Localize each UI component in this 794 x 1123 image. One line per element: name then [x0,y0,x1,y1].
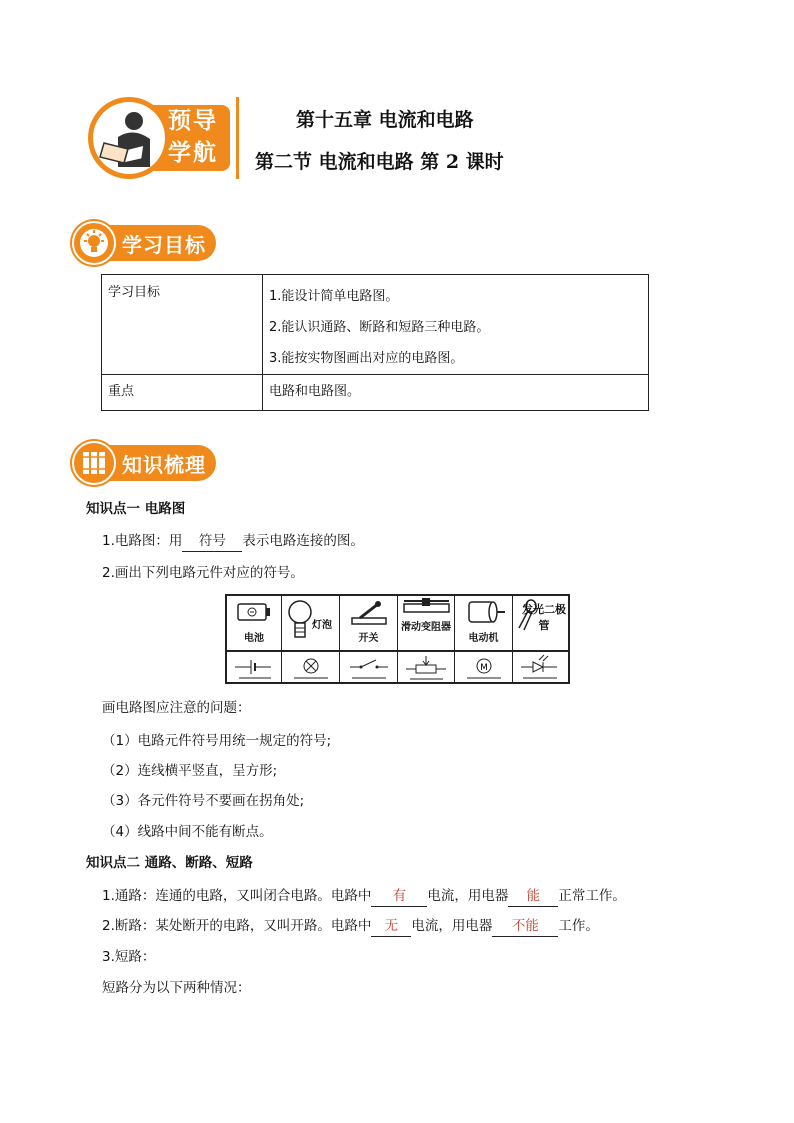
rheostat-symbol [398,652,455,682]
kp1-line1-suffix: 表示电路连接的图。 [242,533,364,549]
open-line-text: 正常工作。 [558,888,626,904]
break-line-text: 工作。 [558,918,599,934]
led-label: 发光二极管 [522,603,566,632]
note-item: （3）各元件符号不要画在拐角处; [102,793,305,809]
motor-icon [455,596,513,626]
goals-pill [72,221,218,265]
bulb-label: 灯泡 [312,620,332,631]
led-symbol [513,652,568,682]
short-circuit-sub: 短路分为以下两种情况： [102,980,251,996]
kp1-line2: 2.画出下列电路元件对应的符号。 [102,565,304,581]
kp2-title: 知识点二 通路、断路、短路 [86,855,253,871]
switch-label: 开关 [358,633,379,644]
knowledge-pill [72,441,218,485]
motor-symbol [455,652,513,682]
header-badge [88,97,236,179]
bulb-cell [282,596,340,650]
open-circuit-line [102,886,626,907]
table-row [102,375,649,411]
note-item: （1）电路元件符号用统一规定的符号; [102,733,332,749]
note-item: （2）连线横平竖直，呈方形; [102,763,278,779]
section-title: 第二节 电流和电路 第 2 课时 [255,151,504,173]
goal-item: 3.能按实物图画出对应的电路图。 [269,351,464,366]
switch-cell [340,596,398,650]
chapter-title: 第十五章 电流和电路 [296,109,474,131]
goals-items-cell [263,275,649,375]
kp1-line1-prefix: 1.电路图：用 [102,533,183,549]
goal-item: 1.能设计简单电路图。 [269,289,399,304]
rheostat-label: 滑动变阻器 [401,622,451,633]
battery-symbol [227,652,282,682]
kp1-title: 知识点一 电路图 [86,501,186,517]
short-circuit-line: 3.短路： [102,949,156,965]
battery-cell [227,596,282,650]
badge-line1: 预导 [168,107,218,134]
break-line-text: 2.断路：某处断开的电路，又叫开路。电路中 [102,918,372,934]
rheostat-cell [398,596,455,650]
goals-label-cell: 学习目标 [102,275,263,375]
focus-value-cell: 电路和电路图。 [263,375,649,411]
lightbulb-icon [72,221,116,265]
kp1-line1 [102,531,364,552]
switch-symbol [340,652,398,682]
notes-title: 画电路图应注意的问题： [102,700,251,716]
bulb-symbol [282,652,340,682]
battery-icon [227,596,282,628]
battery-label: 电池 [244,633,264,644]
switch-icon [340,596,398,630]
table-row [102,275,649,375]
open-blank-work: 能 [508,886,558,907]
badge-line2: 学航 [168,139,218,166]
goals-table [101,274,649,411]
note-item: （4）线路中间不能有断点。 [102,824,273,840]
reader-icon [88,97,170,179]
break-circuit-line [102,916,599,937]
svg-text:M: M [480,663,488,673]
component-symbol-table [225,594,570,684]
kp1-blank: 符号 [182,531,242,552]
motor-cell [455,596,513,650]
rheostat-icon [398,596,455,618]
focus-label-cell: 重点 [102,375,263,411]
open-blank-current: 有 [371,886,427,907]
knowledge-pill-label: 知识梳理 [122,453,206,477]
break-line-text: 电流，用电器 [411,918,493,934]
open-line-text: 1.通路：连通的电路，又叫闭合电路。电路中 [102,888,372,904]
goals-pill-label: 学习目标 [122,233,206,257]
open-line-text: 电流，用电器 [427,888,509,904]
motor-label: 电动机 [468,633,499,644]
reader-illustration [88,97,170,179]
led-cell [513,596,568,650]
goal-item: 2.能认识通路、断路和短路三种电路。 [269,320,490,335]
badge-divider [236,97,239,179]
break-blank-current: 无 [371,916,411,937]
break-blank-work: 不能 [492,916,558,937]
books-icon [72,441,116,485]
